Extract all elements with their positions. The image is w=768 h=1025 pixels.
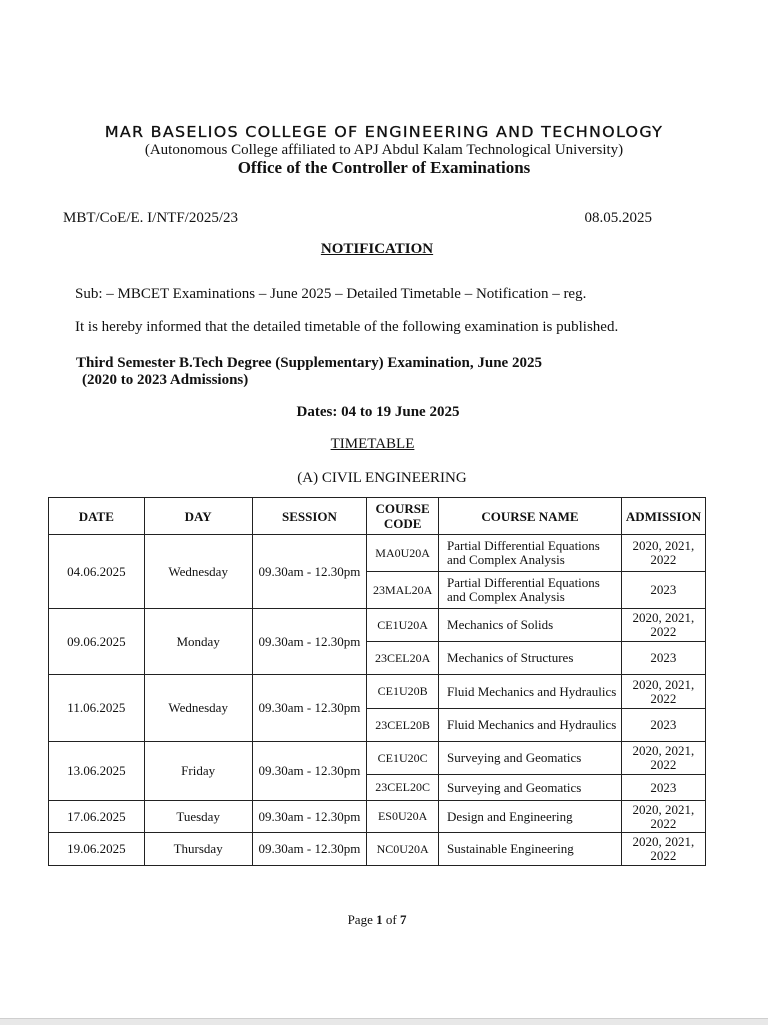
page-current: 1 bbox=[376, 912, 383, 927]
table-row bbox=[49, 833, 706, 866]
admission-cell: 2020, 2021, 2022 bbox=[621, 801, 705, 833]
header-session: SESSION bbox=[252, 498, 367, 535]
header-course-code-line2: CODE bbox=[383, 516, 422, 531]
exam-dates: Dates: 04 to 19 June 2025 bbox=[296, 404, 460, 420]
page-prefix: Page bbox=[347, 912, 377, 927]
department-heading: (A) CIVIL ENGINEERING bbox=[297, 470, 467, 486]
header-course-name: COURSE NAME bbox=[439, 498, 622, 535]
page-number bbox=[0, 912, 754, 928]
timetable-body bbox=[49, 535, 706, 866]
office-title: Office of the Controller of Examinations bbox=[237, 158, 531, 177]
college-name: MAR BASELIOS COLLEGE OF ENGINEERING AND TECHNOLOGY bbox=[104, 123, 664, 141]
course-name-cell: Partial Differential Equations and Complex Analysis bbox=[439, 572, 622, 609]
table-row bbox=[49, 742, 706, 775]
subject-line: Sub: – MBCET Examinations – June 2025 – Detailed Timetable – Notification – reg. bbox=[75, 286, 587, 302]
date-cell: 17.06.2025 bbox=[49, 801, 145, 833]
date-cell: 13.06.2025 bbox=[49, 742, 145, 801]
course-name-cell: Surveying and Geomatics bbox=[439, 742, 622, 775]
date-cell: 04.06.2025 bbox=[49, 535, 145, 609]
course-name-cell: Partial Differential Equations and Complex Analysis bbox=[439, 535, 622, 572]
day-cell: Tuesday bbox=[144, 801, 252, 833]
day-cell: Thursday bbox=[144, 833, 252, 866]
day-cell: Wednesday bbox=[144, 675, 252, 742]
exam-name: Third Semester B.Tech Degree (Supplementary) Examination, June 2025 bbox=[76, 355, 542, 371]
header-date: DATE bbox=[49, 498, 145, 535]
course-code-cell: CE1U20C bbox=[367, 742, 439, 775]
course-name-cell: Sustainable Engineering bbox=[439, 833, 622, 866]
date-cell: 19.06.2025 bbox=[49, 833, 145, 866]
admission-cell: 2020, 2021, 2022 bbox=[621, 535, 705, 572]
page-total: 7 bbox=[399, 912, 407, 927]
date-cell: 11.06.2025 bbox=[49, 675, 145, 742]
course-code-cell: MA0U20A bbox=[367, 535, 439, 572]
header-day: DAY bbox=[144, 498, 252, 535]
header-admission: ADMISSION bbox=[621, 498, 705, 535]
course-code-cell: 23MAL20A bbox=[367, 572, 439, 609]
course-name-cell: Fluid Mechanics and Hydraulics bbox=[439, 709, 622, 742]
header-course-code bbox=[367, 498, 439, 535]
admission-cell: 2020, 2021, 2022 bbox=[621, 742, 705, 775]
course-code-cell: CE1U20B bbox=[367, 675, 439, 709]
admission-cell: 2023 bbox=[621, 572, 705, 609]
header-course-code-line1: COURSE bbox=[375, 501, 430, 516]
course-name-cell: Fluid Mechanics and Hydraulics bbox=[439, 675, 622, 709]
course-name-cell: Mechanics of Structures bbox=[439, 642, 622, 675]
timetable-heading: TIMETABLE bbox=[330, 436, 415, 452]
notification-title: NOTIFICATION bbox=[320, 241, 434, 257]
session-cell: 09.30am - 12.30pm bbox=[252, 833, 367, 866]
course-code-cell: 23CEL20B bbox=[367, 709, 439, 742]
admission-cell: 2023 bbox=[621, 709, 705, 742]
admission-cell: 2023 bbox=[621, 642, 705, 675]
session-cell: 09.30am - 12.30pm bbox=[252, 535, 367, 609]
course-code-cell: NC0U20A bbox=[367, 833, 439, 866]
course-code-cell: 23CEL20A bbox=[367, 642, 439, 675]
table-header-row bbox=[49, 498, 706, 535]
course-name-cell: Surveying and Geomatics bbox=[439, 775, 622, 801]
course-name-cell: Mechanics of Solids bbox=[439, 609, 622, 642]
notification-date: 08.05.2025 bbox=[584, 210, 652, 226]
day-cell: Monday bbox=[144, 609, 252, 675]
course-code-cell: 23CEL20C bbox=[367, 775, 439, 801]
table-row bbox=[49, 801, 706, 833]
admission-cell: 2020, 2021, 2022 bbox=[621, 609, 705, 642]
page-of: of bbox=[382, 912, 400, 927]
session-cell: 09.30am - 12.30pm bbox=[252, 742, 367, 801]
college-affiliation: (Autonomous College affiliated to APJ Abdul Kalam Technological University) bbox=[144, 142, 624, 158]
course-code-cell: ES0U20A bbox=[367, 801, 439, 833]
session-cell: 09.30am - 12.30pm bbox=[252, 801, 367, 833]
day-cell: Wednesday bbox=[144, 535, 252, 609]
course-code-cell: CE1U20A bbox=[367, 609, 439, 642]
table-row bbox=[49, 609, 706, 642]
table-row bbox=[49, 675, 706, 709]
intro-text: It is hereby informed that the detailed timetable of the following examination is published. bbox=[75, 319, 619, 335]
day-cell: Friday bbox=[144, 742, 252, 801]
date-cell: 09.06.2025 bbox=[49, 609, 145, 675]
admission-cell: 2023 bbox=[621, 775, 705, 801]
table-row bbox=[49, 535, 706, 572]
admission-cell: 2020, 2021, 2022 bbox=[621, 675, 705, 709]
session-cell: 09.30am - 12.30pm bbox=[252, 675, 367, 742]
reference-number: MBT/CoE/E. I/NTF/2025/23 bbox=[63, 210, 239, 226]
exam-admissions: (2020 to 2023 Admissions) bbox=[82, 372, 249, 388]
course-name-cell: Design and Engineering bbox=[439, 801, 622, 833]
admission-cell: 2020, 2021, 2022 bbox=[621, 833, 705, 866]
timetable-table bbox=[48, 497, 706, 866]
session-cell: 09.30am - 12.30pm bbox=[252, 609, 367, 675]
